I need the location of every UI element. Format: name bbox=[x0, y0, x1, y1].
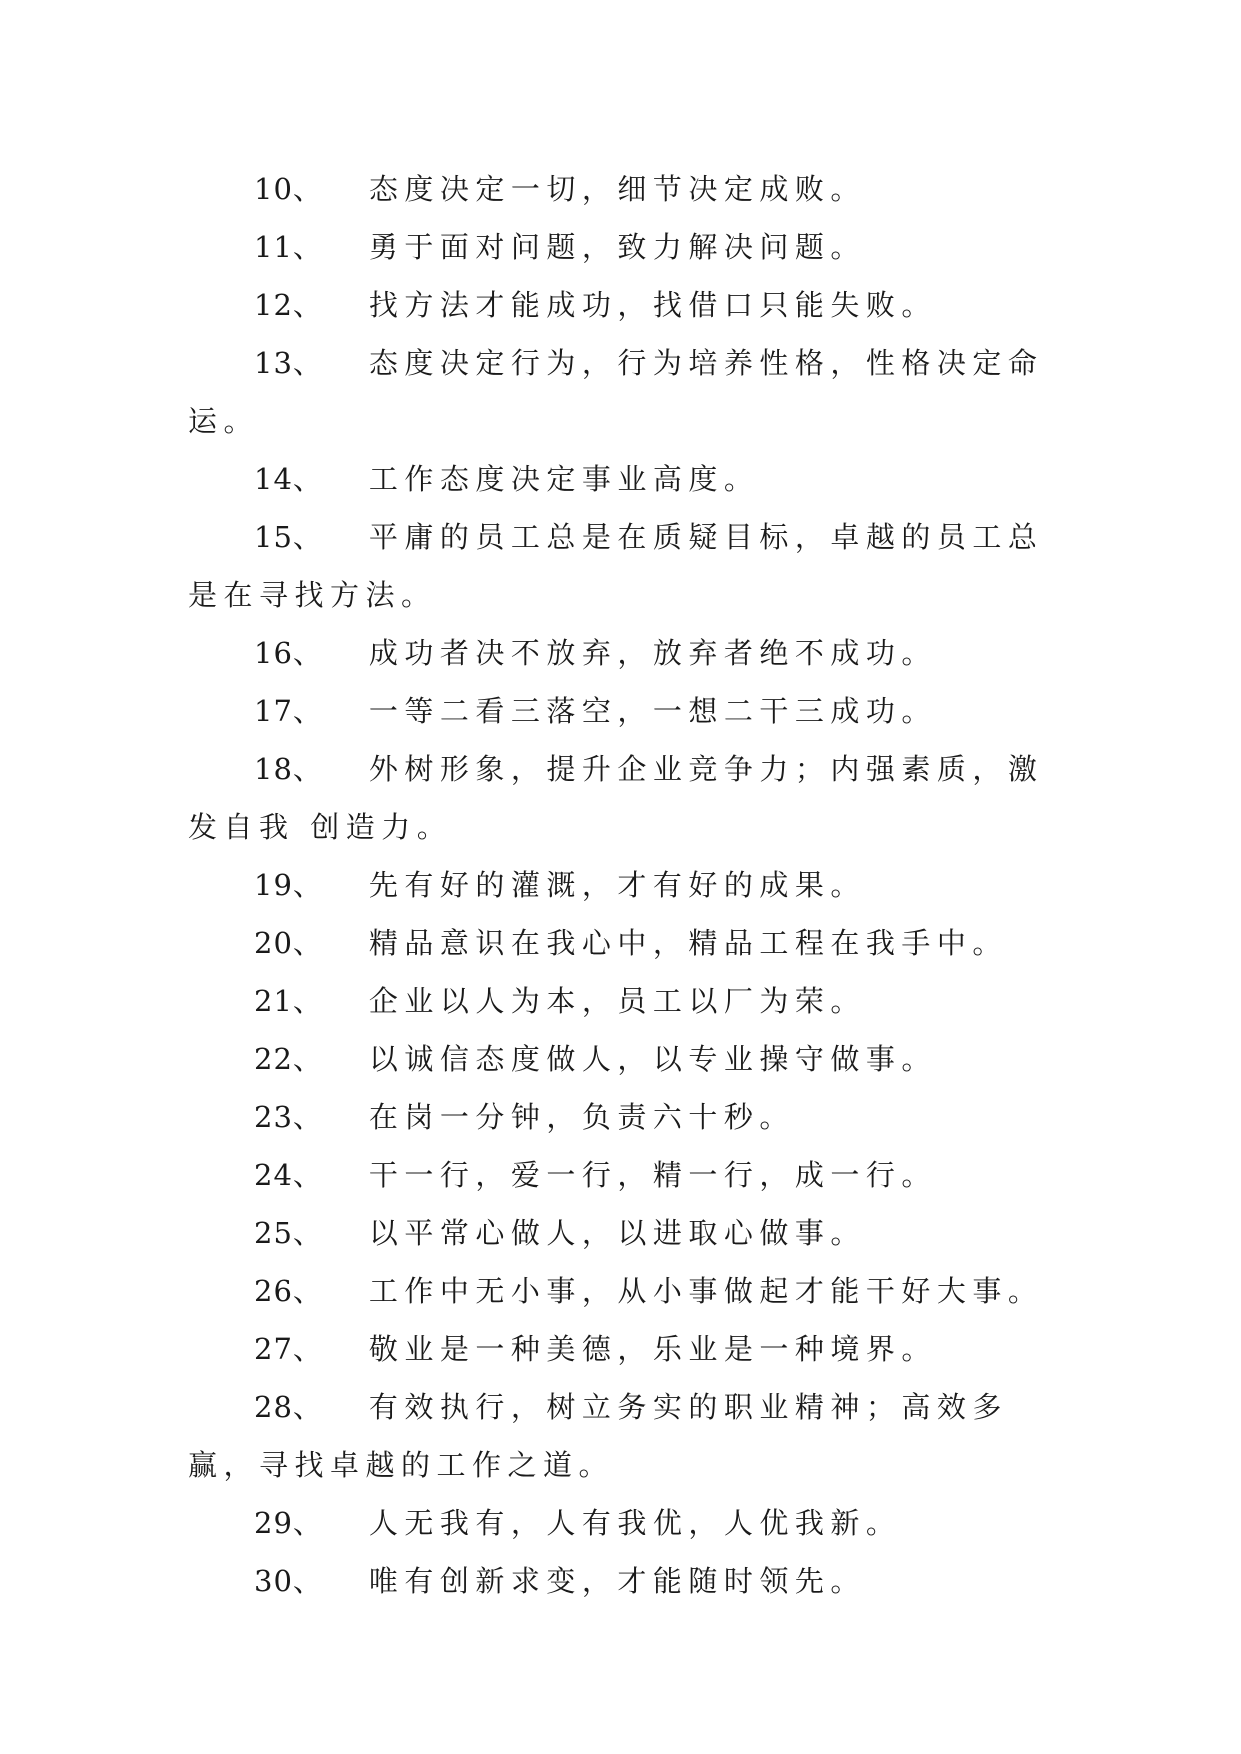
list-item bbox=[188, 1262, 1048, 1320]
list-item bbox=[188, 1030, 1048, 1088]
item-text: 一等二看三落空，一想二干三成功。 bbox=[368, 694, 937, 728]
list-item bbox=[188, 856, 1048, 914]
item-number: 23、 bbox=[254, 1100, 323, 1134]
list-item bbox=[188, 682, 1048, 740]
list-item bbox=[188, 1146, 1048, 1204]
item-text: 勇于面对问题，致力解决问题。 bbox=[368, 230, 866, 264]
list-item bbox=[188, 740, 1048, 856]
list-item bbox=[188, 914, 1048, 972]
item-number: 27、 bbox=[254, 1332, 323, 1366]
item-number: 26、 bbox=[254, 1274, 323, 1308]
item-number: 30、 bbox=[254, 1564, 323, 1598]
item-text: 找方法才能成功，找借口只能失败。 bbox=[368, 288, 937, 322]
item-text: 平庸的员工总是在质疑目标，卓越的员工总是在寻找方法。 bbox=[188, 520, 1044, 612]
item-text: 在岗一分钟，负责六十秒。 bbox=[368, 1100, 795, 1134]
item-number: 24、 bbox=[254, 1158, 323, 1192]
list-item bbox=[188, 1552, 1048, 1610]
list-item bbox=[188, 1494, 1048, 1552]
item-number: 21、 bbox=[254, 984, 323, 1018]
item-text: 工作中无小事，从小事做起才能干好大事。 bbox=[368, 1274, 1044, 1308]
list-item bbox=[188, 334, 1048, 450]
item-text: 以平常心做人，以进取心做事。 bbox=[368, 1216, 866, 1250]
list-item bbox=[188, 450, 1048, 508]
list-item bbox=[188, 1378, 1048, 1494]
item-text: 外树形象，提升企业竞争力；内强素质，激发自我 创造力。 bbox=[188, 752, 1044, 844]
item-number: 17、 bbox=[254, 694, 323, 728]
item-text: 人无我有，人有我优，人优我新。 bbox=[368, 1506, 902, 1540]
item-text: 成功者决不放弃，放弃者绝不成功。 bbox=[368, 636, 937, 670]
item-text: 有效执行，树立务实的职业精神；高效多赢，寻找卓越的工作之道。 bbox=[188, 1390, 1008, 1482]
list-item bbox=[188, 1204, 1048, 1262]
item-text: 态度决定一切，细节决定成败。 bbox=[368, 172, 866, 206]
item-number: 18、 bbox=[254, 752, 323, 786]
document-body bbox=[188, 160, 1048, 1610]
item-number: 19、 bbox=[254, 868, 323, 902]
item-text: 工作态度决定事业高度。 bbox=[368, 462, 760, 496]
list-item bbox=[188, 972, 1048, 1030]
item-number: 25、 bbox=[254, 1216, 323, 1250]
item-text: 以诚信态度做人，以专业操守做事。 bbox=[368, 1042, 937, 1076]
item-number: 16、 bbox=[254, 636, 323, 670]
list-item bbox=[188, 508, 1048, 624]
item-text: 先有好的灌溉，才有好的成果。 bbox=[368, 868, 866, 902]
item-text: 唯有创新求变，才能随时领先。 bbox=[368, 1564, 866, 1598]
item-number: 10、 bbox=[254, 172, 323, 206]
list-item bbox=[188, 218, 1048, 276]
item-text: 干一行，爱一行，精一行，成一行。 bbox=[368, 1158, 937, 1192]
item-text: 态度决定行为，行为培养性格，性格决定命运。 bbox=[188, 346, 1044, 438]
item-text: 企业以人为本，员工以厂为荣。 bbox=[368, 984, 866, 1018]
item-number: 22、 bbox=[254, 1042, 323, 1076]
list-item bbox=[188, 1320, 1048, 1378]
item-number: 29、 bbox=[254, 1506, 323, 1540]
list-item bbox=[188, 160, 1048, 218]
list-item bbox=[188, 624, 1048, 682]
item-number: 13、 bbox=[254, 346, 323, 380]
item-number: 14、 bbox=[254, 462, 323, 496]
item-text: 敬业是一种美德，乐业是一种境界。 bbox=[368, 1332, 937, 1366]
item-number: 11、 bbox=[254, 230, 323, 264]
item-number: 12、 bbox=[254, 288, 323, 322]
list-item bbox=[188, 276, 1048, 334]
item-number: 20、 bbox=[254, 926, 323, 960]
item-text: 精品意识在我心中，精品工程在我手中。 bbox=[368, 926, 1008, 960]
item-number: 28、 bbox=[254, 1390, 323, 1424]
item-number: 15、 bbox=[254, 520, 323, 554]
list-item bbox=[188, 1088, 1048, 1146]
